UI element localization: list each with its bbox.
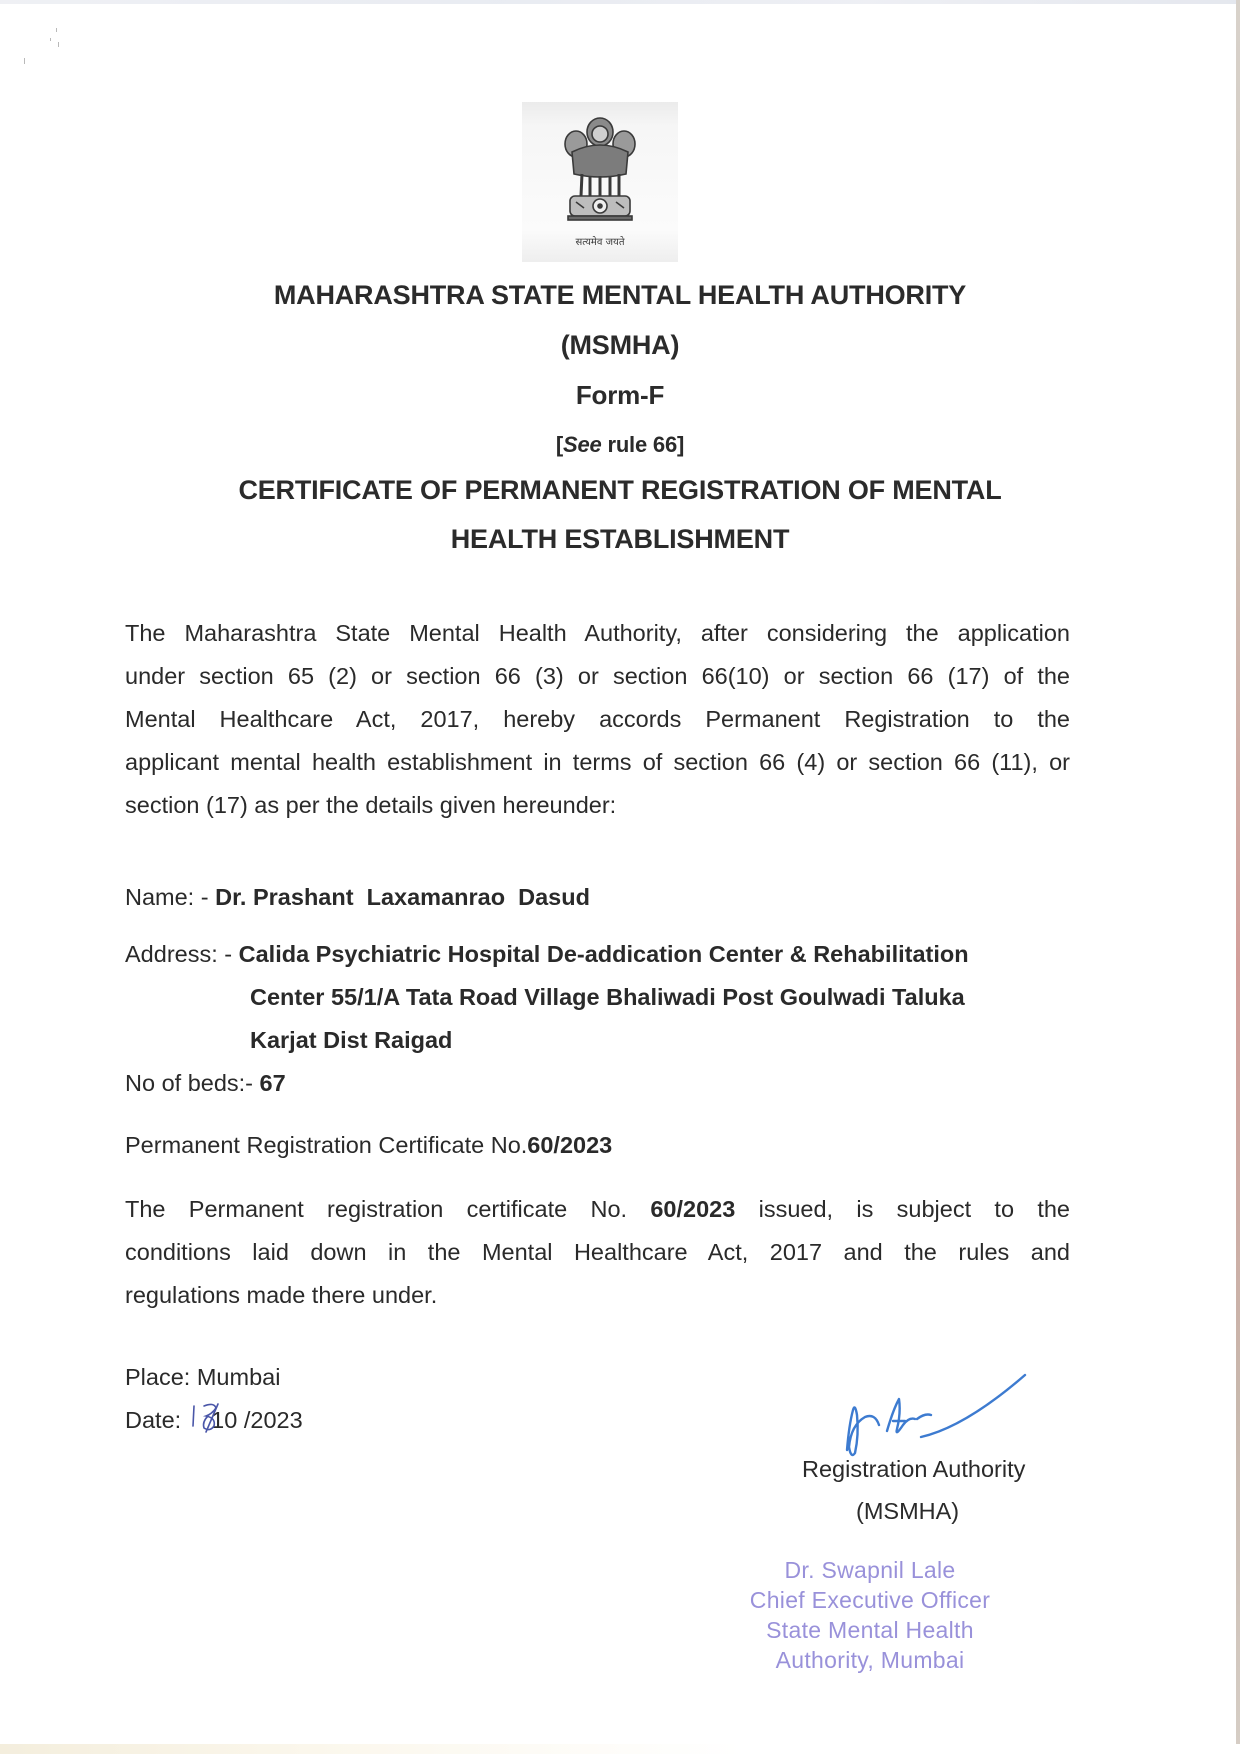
- rule-number: rule 66]: [601, 432, 685, 457]
- date-month-year: 10 /2023: [211, 1407, 303, 1433]
- address-line-1: Calida Psychiatric Hospital De-addication Center & Rehabilitation: [238, 941, 969, 967]
- intro-line: Mental Healthcare Act, 2017, hereby accords Permanent Registration to the: [125, 706, 1070, 732]
- name-value: Dr. Prashant Laxamanrao Dasud: [215, 884, 590, 910]
- beds-value: 67: [259, 1070, 286, 1096]
- conditions-certificate-number: 60/2023: [650, 1196, 736, 1222]
- handwritten-signature-icon: [835, 1355, 1035, 1460]
- place-value: Mumbai: [196, 1364, 281, 1390]
- date-label: Date:: [125, 1407, 182, 1433]
- certificate-number-field: [125, 1132, 612, 1159]
- scan-top-edge: [0, 0, 1240, 4]
- stamp-organization: State Mental Health: [766, 1617, 974, 1643]
- authority-title: MAHARASHTRA STATE MENTAL HEALTH AUTHORITY: [273, 280, 967, 310]
- registration-authority-label: Registration Authority: [802, 1456, 1026, 1482]
- name-field: [125, 884, 590, 911]
- address-line-2: Center 55/1/A Tata Road Village Bhaliwadi Post Goulwadi Taluka: [250, 984, 965, 1010]
- stamp-location: Authority, Mumbai: [775, 1647, 965, 1673]
- place-label: Place:: [125, 1364, 197, 1390]
- scan-specks: [22, 28, 82, 78]
- intro-paragraph: [125, 612, 1070, 827]
- scan-bottom-edge: [0, 1744, 1240, 1754]
- emblem-motto: सत्यमेव जयते: [575, 237, 625, 248]
- address-label: Address: -: [125, 941, 239, 967]
- conditions-paragraph: [125, 1188, 1070, 1317]
- certificate-title-line-2: HEALTH ESTABLISHMENT: [450, 524, 790, 554]
- intro-line: under section 65 (2) or section 66 (3) or section 66(10) or section 66 (17) of the: [125, 663, 1070, 689]
- intro-line: section (17) as per the details given hereunder:: [125, 792, 617, 818]
- intro-line: applicant mental health establishment in terms of section 66 (4) or section 66 (11), or: [125, 749, 1070, 775]
- rule-see: See: [563, 432, 602, 457]
- stamp-officer-title: Chief Executive Officer: [749, 1587, 991, 1613]
- scan-right-edge: [1236, 0, 1240, 1754]
- conditions-line-1: [125, 1188, 1070, 1231]
- beds-field: [125, 1070, 286, 1097]
- stamp-officer-name: Dr. Swapnil Lale: [784, 1557, 956, 1583]
- name-label: Name: -: [125, 884, 216, 910]
- conditions-text: The Permanent registration certificate No.: [125, 1196, 651, 1222]
- authority-abbreviation: (MSMHA): [560, 330, 680, 360]
- certificate-number-label: Permanent Registration Certificate No.: [125, 1132, 528, 1158]
- registration-authority-abbr: (MSMHA): [856, 1498, 960, 1524]
- national-emblem-lion-capital-icon: [550, 110, 650, 232]
- handwritten-date-day-icon: [190, 1398, 224, 1436]
- certificate-number-value: 60/2023: [527, 1132, 613, 1158]
- conditions-line-3: regulations made there under.: [125, 1282, 438, 1308]
- certificate-title-line-1: CERTIFICATE OF PERMANENT REGISTRATION OF MENTAL: [238, 475, 1002, 505]
- form-label: Form-F: [575, 380, 665, 410]
- officer-stamp: [720, 1555, 1020, 1675]
- address-line-3: Karjat Dist Raigad: [250, 1027, 453, 1053]
- conditions-text: issued, is subject to the: [735, 1196, 1070, 1222]
- rule-reference: [0, 432, 1240, 458]
- intro-line: The Maharashtra State Mental Health Authority, after considering the application: [125, 620, 1070, 646]
- national-emblem: [522, 102, 678, 262]
- address-field: [125, 941, 969, 968]
- beds-label: No of beds:-: [125, 1070, 260, 1096]
- rule-bracket: [: [555, 432, 563, 457]
- place-field: [125, 1364, 280, 1391]
- conditions-line-2: conditions laid down in the Mental Healthcare Act, 2017 and the rules and: [125, 1239, 1070, 1265]
